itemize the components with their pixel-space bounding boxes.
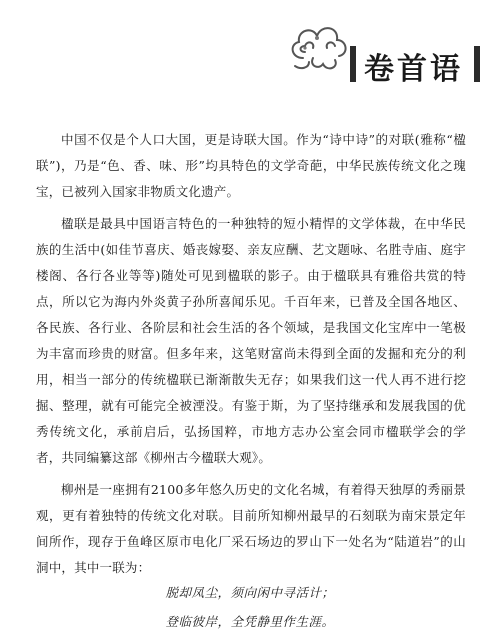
page-header [0,0,500,110]
couplet-line-2: 登临彼岸，全凭静里作生涯。 [165,614,335,629]
title-right-bar [474,46,480,82]
preface-body [36,127,466,587]
couplet-line-1: 脱却凤尘，须向闲中寻活计； [165,585,335,600]
paragraph-1: 中国不仅是个人口大国，更是诗联大国。作为“诗中诗”的对联(雅称“楹联”)，乃是“色、香、味、形”均具特色的文学奇葩，中华民族传统文化之瑰宝，已被列入国家非物质文化遗产。 [36,132,466,199]
paragraph-3: 柳州是一座拥有2100多年悠久历史的文化名城，有着得天独厚的秀丽景观，更有着独特的传统文化对联。目前所知柳州最早的石刻联为南宋景定年间所作，现存于鱼峰区原市电化厂采石场边的罗山下一处名为“陆道岩”的山洞中，其中一联为： [36,482,466,575]
paragraph-2: 楹联是最具中国语言特色的一种独特的短小精悍的文学体裁，在中华民族的生活中(如佳节喜庆、婚丧嫁娶、亲友应酬、艺文题咏、名胜寺庙、庭宇楼阁、各行各业等等)随处可见到楹联的影子。由于楹联具有雅俗共赏的特点，所以它为海内外炎黄子孙所喜闻乐见。千百年来，已普及全国各地区、各民族、各行业、各阶层和社会生活的各个领域，是我国文化宝库中一笔极为丰富而珍贵的财富。但多年来，这笔财富尚未得到全面的发掘和充分的利用，相当一部分的传统楹联已渐渐散失无存；如果我们这一代人再不进行挖掘、整理，就有可能完全被湮没。有鉴于斯，为了坚持继承和发展我国的优秀传统文化，承前启后，弘扬国粹，市地方志办公室会同市楹联学会的学者，共同编纂这部《柳州古今楹联大观》。 [36,216,466,465]
title-left-bar [350,46,356,82]
page-title: 卷首语 [364,52,463,87]
auspicious-cloud-icon [283,18,353,78]
